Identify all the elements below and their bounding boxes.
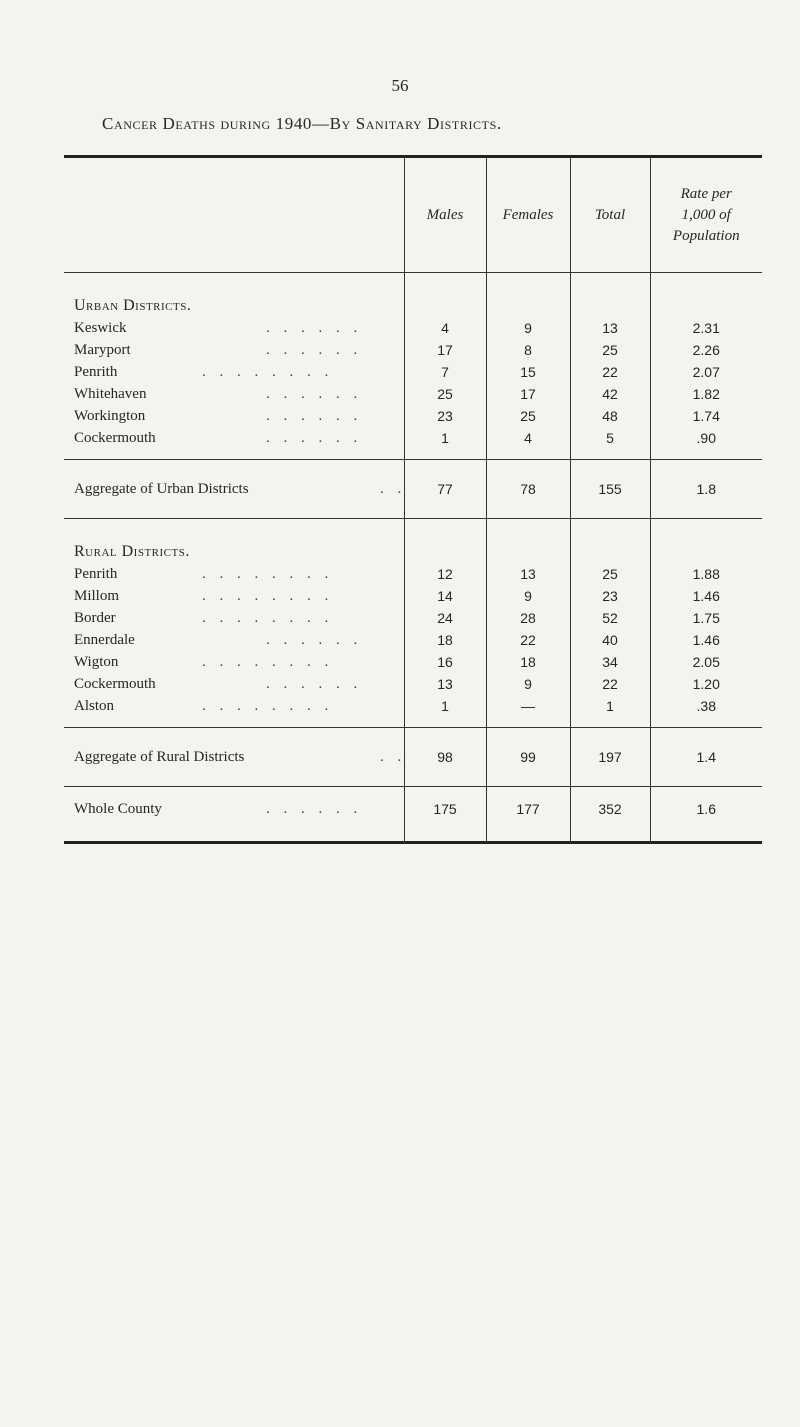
header-rate-line2: 1,000 of [681, 206, 731, 223]
rate-cell: 1.75 [650, 607, 762, 629]
males-cell: 17 [404, 339, 486, 361]
rate-cell: 1.4 [650, 728, 762, 787]
table-row [64, 607, 762, 629]
district-name: Millom . . . . . . . . [74, 588, 334, 604]
females-cell: 18 [486, 651, 570, 673]
females-cell: 99 [486, 728, 570, 787]
table-row [64, 585, 762, 607]
rate-cell: 2.05 [650, 651, 762, 673]
table-row [64, 651, 762, 673]
males-cell: 12 [404, 563, 486, 585]
males-cell: 24 [404, 607, 486, 629]
males-cell: 16 [404, 651, 486, 673]
rate-cell: 1.6 [650, 787, 762, 843]
district-name: Whitehaven . . . . . . [74, 386, 363, 402]
page-number: 56 [391, 76, 409, 95]
total-cell: 48 [570, 405, 650, 427]
females-cell: 9 [486, 317, 570, 339]
rate-cell: 1.74 [650, 405, 762, 427]
total-cell: 25 [570, 563, 650, 585]
aggregate-row-urban [64, 460, 762, 519]
total-cell: 22 [570, 361, 650, 383]
district-name: Cockermouth . . . . . . [64, 427, 404, 460]
females-cell: — [486, 695, 570, 728]
females-cell: 22 [486, 629, 570, 651]
rural-heading: Rural Districts. [74, 543, 190, 560]
males-cell: 23 [404, 405, 486, 427]
district-name: Ennerdale . . . . . . [74, 632, 363, 648]
males-cell: 4 [404, 317, 486, 339]
section-heading-row [64, 273, 762, 318]
aggregate-label: Aggregate of Urban Districts . . [64, 460, 404, 519]
whole-county-section [64, 787, 762, 843]
district-name: Penrith . . . . . . . . [74, 364, 334, 380]
females-cell: 8 [486, 339, 570, 361]
males-cell: 18 [404, 629, 486, 651]
district-name: Wigton . . . . . . . . [74, 654, 334, 670]
females-cell: 17 [486, 383, 570, 405]
table-row [64, 563, 762, 585]
table-row [64, 317, 762, 339]
aggregate-row-rural [64, 728, 762, 787]
males-cell: 7 [404, 361, 486, 383]
total-cell: 197 [570, 728, 650, 787]
header-males: Males [404, 157, 486, 273]
section-heading-row [64, 519, 762, 564]
whole-county-row [64, 787, 762, 843]
total-cell: 155 [570, 460, 650, 519]
urban-heading: Urban Districts. [74, 297, 192, 314]
total-cell: 352 [570, 787, 650, 843]
header-rate-line3: Population [672, 227, 740, 244]
total-cell: 34 [570, 651, 650, 673]
table-row [64, 673, 762, 695]
total-cell: 40 [570, 629, 650, 651]
total-cell: 42 [570, 383, 650, 405]
rate-cell: 2.26 [650, 339, 762, 361]
total-cell: 13 [570, 317, 650, 339]
header-females: Females [486, 157, 570, 273]
rate-cell: 2.07 [650, 361, 762, 383]
table-row [64, 339, 762, 361]
males-cell: 1 [404, 427, 486, 460]
page-title: Cancer Deaths during 1940—By Sanitary Districts. [102, 114, 502, 133]
district-name: Keswick . . . . . . [74, 320, 363, 336]
females-cell: 9 [486, 673, 570, 695]
header-rate [650, 157, 762, 273]
females-cell: 15 [486, 361, 570, 383]
females-cell: 25 [486, 405, 570, 427]
males-cell: 77 [404, 460, 486, 519]
rural-section [64, 519, 762, 787]
rate-cell: .90 [650, 427, 762, 460]
rate-cell: 2.31 [650, 317, 762, 339]
rate-cell: 1.82 [650, 383, 762, 405]
header-rate-line1: Rate per [680, 185, 732, 202]
whole-county-label: Whole County . . . . . . [64, 787, 404, 843]
females-cell: 9 [486, 585, 570, 607]
urban-section [64, 273, 762, 519]
table-row [64, 629, 762, 651]
district-name: Border . . . . . . . . [74, 610, 334, 626]
males-cell: 14 [404, 585, 486, 607]
district-name: Workington . . . . . . [74, 408, 363, 424]
males-cell: 98 [404, 728, 486, 787]
rate-cell: 1.88 [650, 563, 762, 585]
females-cell: 13 [486, 563, 570, 585]
table-row [64, 427, 762, 460]
header-row [64, 157, 762, 273]
females-cell: 4 [486, 427, 570, 460]
table-row [64, 383, 762, 405]
district-name: Cockermouth . . . . . . [74, 676, 363, 692]
table-row [64, 361, 762, 383]
aggregate-label: Aggregate of Rural Districts . . [64, 728, 404, 787]
males-cell: 1 [404, 695, 486, 728]
district-name: Maryport . . . . . . [74, 342, 363, 358]
total-cell: 23 [570, 585, 650, 607]
header-total: Total [570, 157, 650, 273]
males-cell: 13 [404, 673, 486, 695]
total-cell: 52 [570, 607, 650, 629]
district-name: Penrith . . . . . . . . [74, 566, 334, 582]
total-cell: 1 [570, 695, 650, 728]
females-cell: 78 [486, 460, 570, 519]
table-row [64, 695, 762, 728]
females-cell: 177 [486, 787, 570, 843]
rate-cell: 1.8 [650, 460, 762, 519]
total-cell: 25 [570, 339, 650, 361]
females-cell: 28 [486, 607, 570, 629]
table-row [64, 405, 762, 427]
rate-cell: 1.20 [650, 673, 762, 695]
rate-cell: 1.46 [650, 629, 762, 651]
males-cell: 175 [404, 787, 486, 843]
total-cell: 5 [570, 427, 650, 460]
rate-cell: .38 [650, 695, 762, 728]
district-name: Alston . . . . . . . . [64, 695, 404, 728]
rate-cell: 1.46 [650, 585, 762, 607]
total-cell: 22 [570, 673, 650, 695]
header-district [64, 157, 404, 273]
males-cell: 25 [404, 383, 486, 405]
cancer-deaths-table [64, 155, 762, 844]
